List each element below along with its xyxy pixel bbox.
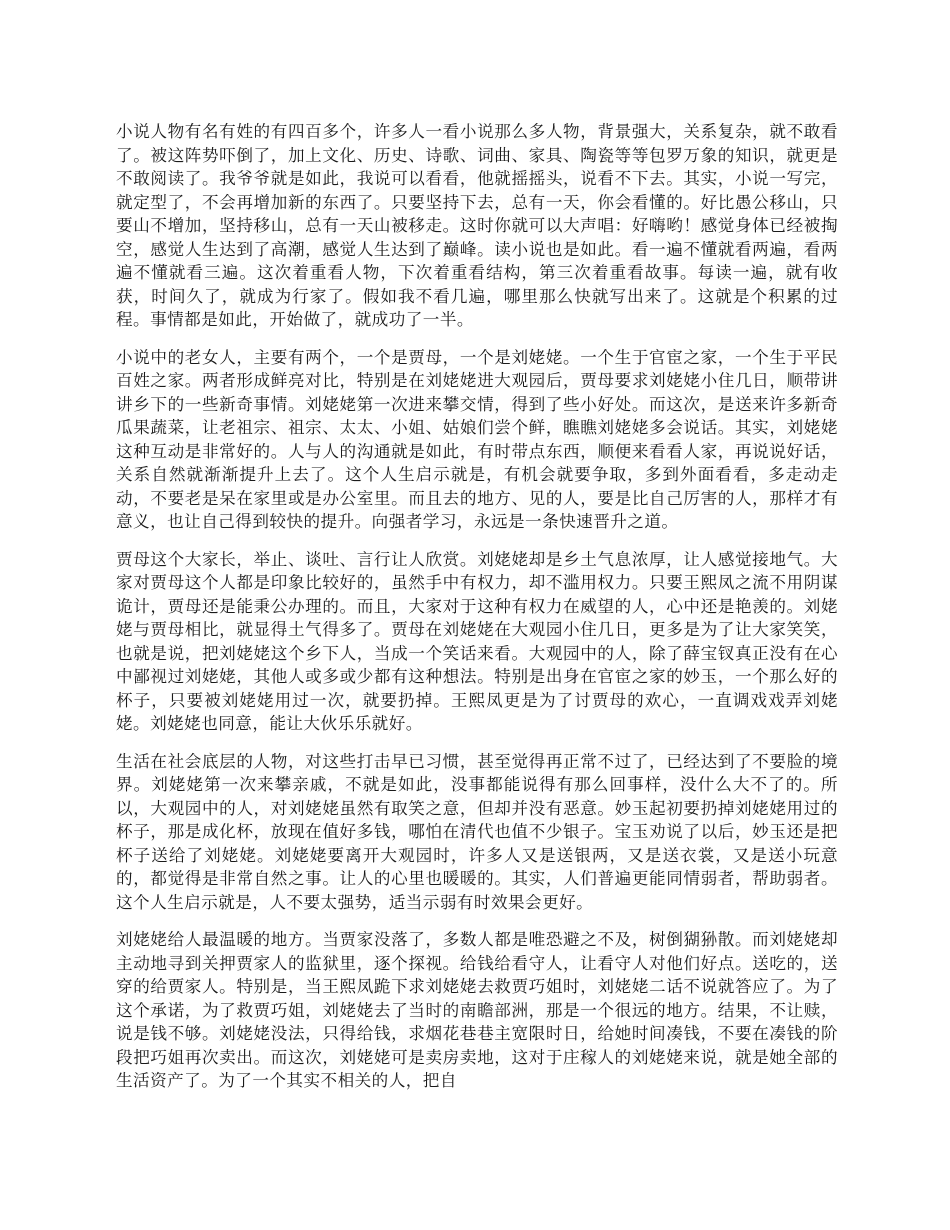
- paragraph-1: 小说人物有名有姓的有四百多个，许多人一看小说那么多人物，背景强大，关系复杂，就不敢看了。被这阵势吓倒了，加上文化、历史、诗歌、词曲、家具、陶瓷等等包罗万象的知识，就更是不敢阅读了。我爷爷就是如此，我说可以看看，他就摇摇头，说看不下去。其实，小说一写完，就定型了，不会再增加新的东西了。只要坚持下去，总有一天，你会看懂的。好比愚公移山，只要山不增加，坚持移山，总有一天山被移走。这时你就可以大声唱：好嗨哟！感觉身体已经被掏空，感觉人生达到了高潮，感觉人生达到了巅峰。读小说也是如此。看一遍不懂就看两遍，看两遍不懂就看三遍。这次着重看人物，下次着重看结构，第三次着重看故事。每读一遍，就有收获，时间久了，就成为行家了。假如我不看几遍，哪里那么快就写出来了。这就是个积累的过程。事情都是如此，开始做了，就成功了一半。: [116, 122, 838, 329]
- paragraph-3: 贾母这个大家长，举止、谈吐、言行让人欣赏。刘姥姥却是乡土气息浓厚，让人感觉接地气。大家对贾母这个人都是印象比较好的，虽然手中有权力，却不滥用权力。只要王熙凤之流不用阴谋诡计，贾母还是能秉公办理的。而且，大家对于这种有权力在威望的人，心中还是艳羡的。刘姥姥与贾母相比，就显得土气得多了。贾母在刘姥姥在大观园小住几日，更多是为了让大家笑笑，也就是说，把刘姥姥这个乡下人，当成一个笑话来看。大观园中的人，除了薛宝钗真正没有在心中鄙视过刘姥姥，其他人或多或少都有这种想法。特别是出身在官宦之家的妙玉，一个那么好的杯子，只要被刘姥姥用过一次，就要扔掉。王熙凤更是为了讨贾母的欢心，一直调戏戏弄刘姥姥。刘姥姥也同意，能让大伙乐乐就好。: [116, 549, 838, 733]
- paragraph-5: 刘姥姥给人最温暖的地方。当贾家没落了，多数人都是唯恐避之不及，树倒猢狲散。而刘姥姥却主动地寻到关押贾家人的监狱里，逐个探视。给钱给看守人，让看守人对他们好点。送吃的，送穿的给贾家人。特别是，当王熙凤跪下求刘姥姥去救贾巧姐时，刘姥姥二话不说就答应了。为了这个承诺，为了救贾巧姐，刘姥姥去了当时的南瞻部洲，那是一个很远的地方。结果，不让赎，说是钱不够。刘姥姥没法，只得给钱，求烟花巷巷主宽限时日，给她时间凑钱，不要在凑钱的阶段把巧姐再次卖出。而这次，刘姥姥可是卖房卖地，这对于庄稼人的刘姥姥来说，就是她全部的生活资产了。为了一个其实不相关的人，把自: [116, 930, 838, 1090]
- paragraph-4: 生活在社会底层的人物，对这些打击早已习惯，甚至觉得再正常不过了，已经达到了不要脸的境界。刘姥姥第一次来攀亲戚，不就是如此，没事都能说得有那么回事样，没什么大不了的。所以，大观园中的人，对刘姥姥虽然有取笑之意，但却并没有恶意。妙玉起初要扔掉刘姥姥用过的杯子，那是成化杯，放现在值好多钱，哪怕在清代也值不少银子。宝玉劝说了以后，妙玉还是把杯子送给了刘姥姥。刘姥姥要离开大观园时，许多人又是送银两，又是送衣裳，又是送小玩意的，都觉得是非常自然之事。让人的心里也暖暖的。其实，人们普遍更能同情弱者，帮助弱者。这个人生启示就是，人不要太强势，适当示弱有时效果会更好。: [116, 751, 838, 912]
- document-body: [116, 120, 838, 1107]
- paragraph-2: 小说中的老女人，主要有两个，一个是贾母，一个是刘姥姥。一个生于官宦之家，一个生于平民百姓之家。两者形成鲜亮对比，特别是在刘姥姥进大观园后，贾母要求刘姥姥小住几日，顺带讲讲乡下的一些新奇事情。刘姥姥第一次进来攀交情，得到了些小好处。而这次，是送来许多新奇瓜果蔬菜，让老祖宗、祖宗、太太、小姐、姑娘们尝个鲜，瞧瞧刘姥姥多会说话。其实，刘姥姥这种互动是非常好的。人与人的沟通就是如此，有时带点东西，顺便来看看人家，再说说好话，关系自然就渐渐提升上去了。这个人生启示就是，有机会就要争取，多到外面看看，多走动走动，不要老是呆在家里或是办公室里。而且去的地方、见的人，要是比自己厉害的人，那样才有意义，也让自己得到较快的提升。向强者学习，永远是一条快速晋升之道。: [116, 347, 838, 531]
